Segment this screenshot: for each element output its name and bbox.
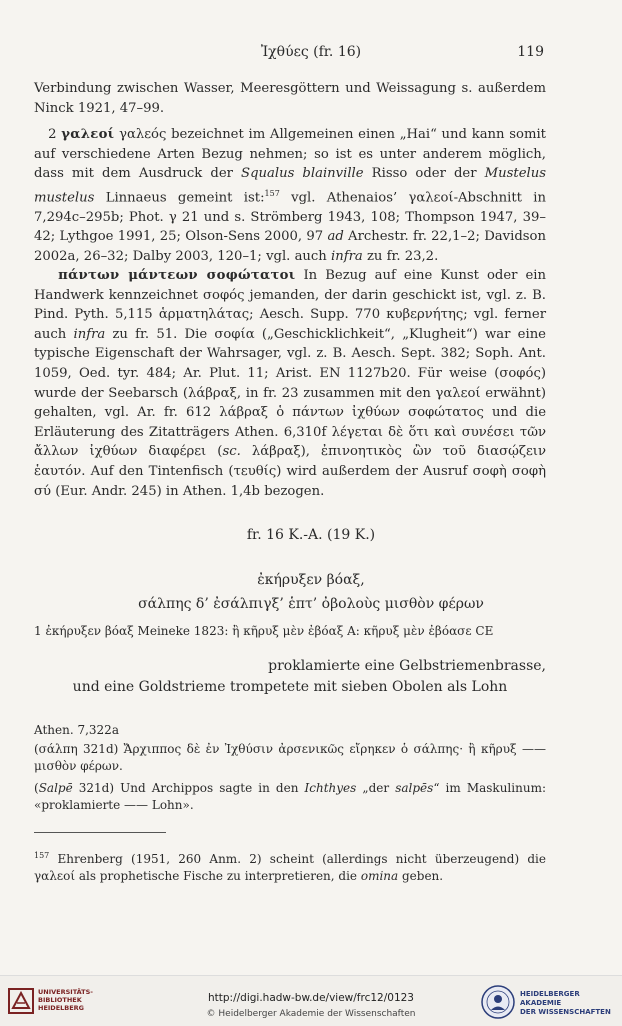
academy-line: HEIDELBERGER AKADEMIE	[520, 990, 580, 1007]
permalink-url[interactable]: http://digi.hadw-bw.de/view/frc12/0123	[208, 992, 414, 1004]
text-run: zu fr. 51. Die σοφία („Geschicklichkeit“, „Klugheit“) war eine typische Eigenschaft der Wahrsager, vgl. z. B. Aesch. Sept. 382; Soph. Ant. 1059, Oed. tyr. 484; Ar. Plut. 11; Arist. EN 1127b20. Für weise (σοφός) wurde der Seebarsch (λάβραξ, in fr. 23 zusammen mit den γαλεοί erwähnt) gehalten, vgl. Ar. fr. 612 λάβραξ ὁ πάντων ἰχθύων σοφώτατος und die Erläuterung des Zitatträgers Athen. 6,310f λέγεται δὲ ὅτι καὶ συνέσει τῶν ἄλλων ἰχθύων διαφέρει (	[34, 326, 546, 460]
fragment-heading: fr. 16 K.-A. (19 K.)	[246, 527, 376, 543]
text-run: geben.	[398, 869, 444, 883]
text-run: Archestr. fr. 22,1–2; Davidson 2002a, 26–32; Dalby 2003, 120–1; vgl. auch	[34, 229, 546, 264]
italic-run: salpēs	[395, 781, 434, 795]
text-run: Risso oder der	[363, 166, 485, 182]
footnote-number: 157	[34, 851, 50, 860]
text-run: Linnaeus gemeint ist:	[94, 190, 265, 206]
text-run: 321d) Und Archippos sagte in den	[72, 781, 305, 795]
lemma-number: 2	[48, 127, 57, 142]
running-title: Ἰχθύες (fr. 16)	[260, 44, 362, 60]
academy-name[interactable]	[520, 990, 622, 1017]
italic-run: omina	[360, 869, 399, 883]
library-line: UNIVERSITÄTS-	[38, 988, 93, 996]
italic-run: infra	[331, 248, 363, 264]
italic-run: sc.	[222, 444, 241, 460]
italic-run: infra	[73, 326, 106, 342]
academy-line: DER WISSENSCHAFTEN	[520, 1008, 611, 1016]
text-run: zu fr. 23,2.	[362, 248, 439, 264]
italic-run: Salpē	[38, 781, 73, 795]
text-run: „der	[356, 781, 396, 795]
text-run: λάβραξ), ἐπινοητικὸς ὢν τοῦ διασῴζειν ἑαυτόν. Auf den Tintenfisch (τευθίς) wird außerdem der Ausruf σοφὴ σοφὴ σύ (Eur. Andr. 245) in Athen. 1,4b bezogen.	[34, 444, 546, 499]
verse-line-2: σάλπης δ’ ἐσάλπιγξ’ ἑπτ’ ὀβολοὺς μισθὸν φέρων	[138, 596, 484, 612]
footnote-ref[interactable]: 157	[264, 188, 280, 198]
academy-seal-icon[interactable]	[480, 984, 516, 1020]
lemma: γαλεοί	[61, 127, 115, 142]
italic-run: Mustelus mustelus	[34, 166, 546, 206]
text-run: vgl. Athenaios’ γαλεοί-Abschnitt in 7,294c–295b; Phot. γ 21 und s. Strömberg 1943, 108; Thompson 1947, 39–42; Lythgoe 1991, 25; Olson-Sens 2000, 97	[34, 190, 546, 245]
text-run: In Bezug auf eine Kunst oder ein Handwerk kennzeichnet σοφός jemanden, der darin geschickt ist, vgl. z. B. Pind. Pyth. 5,115 ἁρματηλάτας; Aesch. Supp. 770 κυβερνήτης; vgl. ferner auch	[34, 268, 547, 342]
paragraph-1: Verbindung zwischen Wasser, Meeresgöttern und Weissagung s. außerdem Ninck 1921, 47–99.	[34, 81, 546, 116]
critical-apparatus: 1 ἐκήρυξεν βόαξ Meineke 1823: ἢ κῆρυξ μὲν ἐβόαξ A: κῆρυξ μὲν ἐβόασε CE	[34, 624, 494, 638]
italic-run: Ichthyes	[304, 781, 357, 795]
translation-line-2: und eine Goldstrieme trompetete mit sieben Obolen als Lohn	[72, 679, 508, 695]
text-run: (	[34, 781, 39, 795]
library-line: BIBLIOTHEK	[38, 996, 82, 1004]
testimonium-german	[34, 780, 546, 814]
text-run: “ im Maskulinum: «proklamierte —— Lohn».	[34, 781, 546, 812]
paragraph-2	[34, 125, 546, 267]
testimonium-source: Athen. 7,322a	[34, 723, 119, 737]
italic-run: Squalus blainville	[241, 166, 364, 182]
italic-run: ad	[327, 229, 344, 245]
viewer-footer	[0, 975, 622, 1026]
verse-line-1: ἐκήρυξεν βόαξ,	[257, 572, 365, 588]
testimonium-greek: (σάλπη 321d) Ἄρχιππος δὲ ἐν Ἰχθύσιν ἀρσενικῶς εἴρηκεν ὁ σάλπης· ἢ κῆρυξ —— μισθὸν φέρων.	[34, 742, 546, 773]
library-line: HEIDELBERG	[38, 1004, 85, 1012]
translation-line-1: proklamierte eine Gelbstriemenbrasse,	[268, 658, 546, 674]
lemma: πάντων μάντεων σοφώτατοι	[58, 268, 296, 283]
page-number: 119	[517, 44, 544, 60]
copyright-notice: © Heidelberger Akademie der Wissenschaften	[206, 1009, 416, 1019]
text-run: Ehrenberg (1951, 260 Anm. 2) scheint (allerdings nicht überzeugend) die γαλεοί als prophetische Fische zu interpretieren, die	[34, 852, 546, 883]
paragraph-3	[34, 266, 546, 501]
footnote	[34, 847, 546, 885]
text-run: γαλεός bezeichnet im Allgemeinen einen „Hai“ und kann somit auf verschiedene Arten Bezug nehmen; so ist es unter anderem möglich, dass mit dem Ausdruck der	[34, 127, 546, 182]
footnote-rule	[34, 832, 166, 833]
